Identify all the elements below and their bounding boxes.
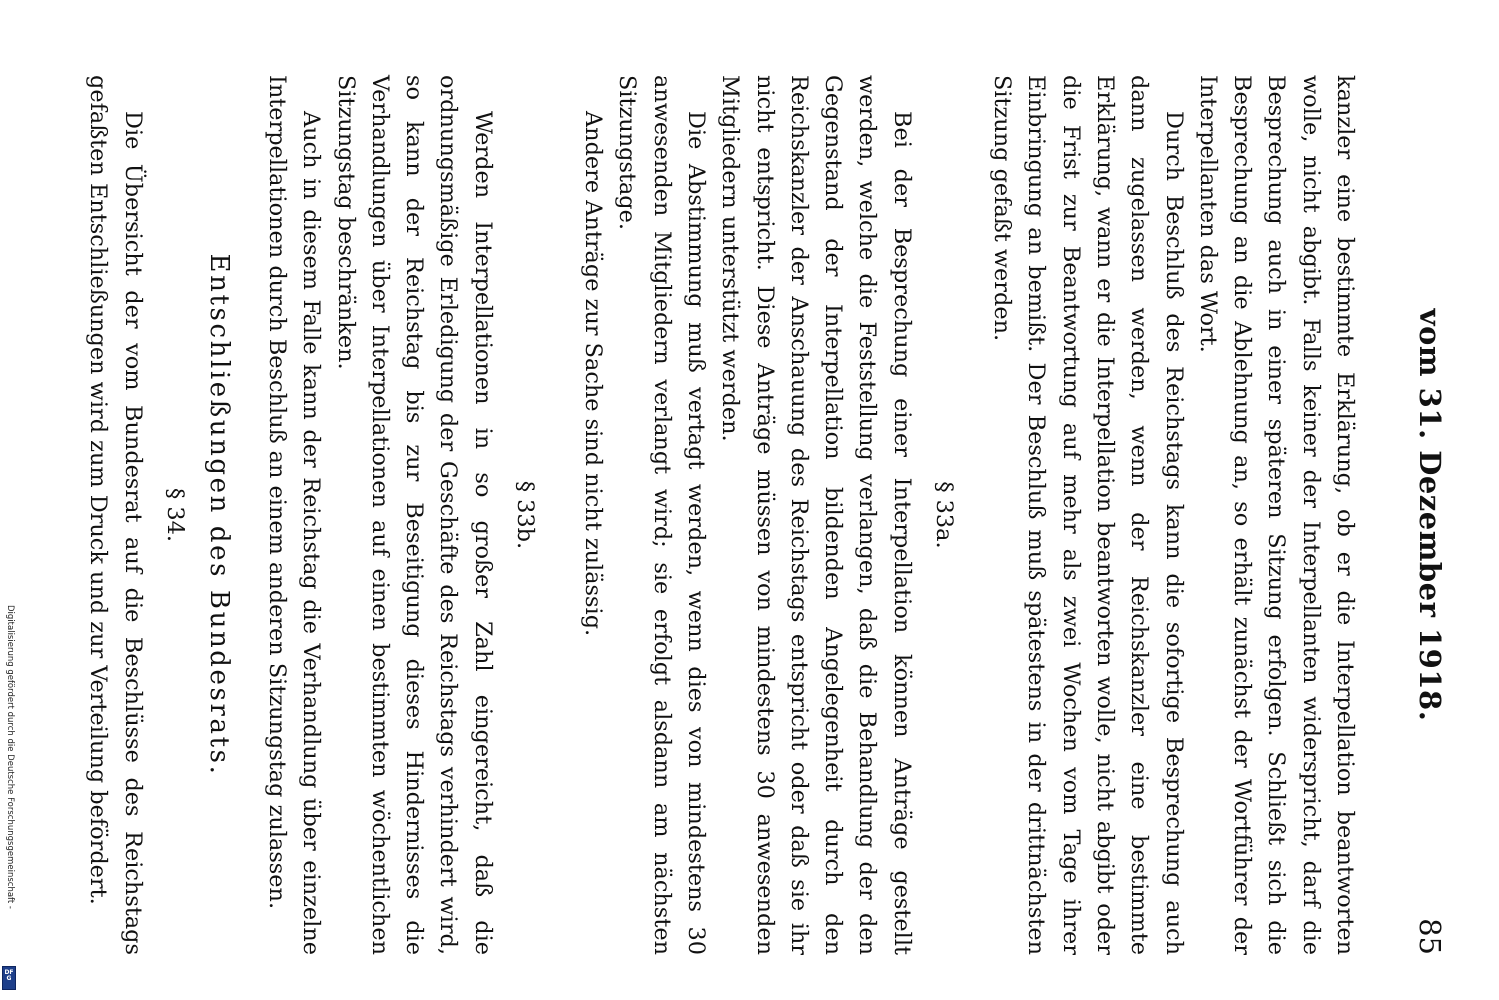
paragraph-continued: kanzler eine bestimmte Erklärung, ob er die Interpellation beantworten wolle, nicht abgibt. Falls keiner der Interpellanten widerspricht, darf die Besprechung auch in einer späteren Sitzung erfolgen. Schließt sich die Besprechung an die Ablehnung an, so erhält zunächst der Wortführer der Interpellanten das Wort. [1194, 75, 1358, 955]
page-title: vom 31. Dezember 1918. [1413, 308, 1447, 722]
digitization-credit: Digitalisierung gefördert durch die Deutsche Forschungsgemeinschaft - [5, 605, 15, 909]
page-header [1397, 75, 1457, 955]
chapter-heading: Entschließungen des Bundesrats. [203, 253, 234, 777]
paragraph-immediate-discussion: Durch Beschluß des Reichstags kann die sofortige Besprechung auch dann zugelassen werden, wenn der Reichskanzler eine bestimmte Erklärung, wann er die Interpellation beantworten wolle, nicht abgibt oder die Frist zur Beantwortung auf mehr als zwei Wochen vom Tage ihrer Einbringung an bemißt. Der Beschluß muß spätestens in der drittnächsten Sitzung gefaßt werden. [989, 75, 1187, 955]
page-number: 85 [1413, 918, 1447, 955]
paragraph-vote-postponed: Die Abstimmung muß vertagt werden, wenn dies von mindestens 30 anwesenden Mitgliedern verlangt wird; sie erfolgt alsdann am nächsten Sitzungstage. [614, 75, 709, 955]
dfg-logo-text: DFG [4, 969, 14, 982]
section-33a-heading: § 33a. [930, 481, 957, 549]
section-34-heading: § 34. [161, 488, 188, 542]
paragraph-other-motions: Andere Anträge zur Sache sind nicht zulässig. [580, 111, 607, 637]
paragraph-motions: Bei der Besprechung einer Interpellation können Anträge gestellt werden, welche die Feststellung verlangen, daß die Behandlung der den Gegenstand der Interpellation bildenden Angelegenheit durch den Reichskanzler der Anschauung des Reichstags entspricht oder daß sie ihr nicht entspricht. Diese Anträge müssen von mindestens 30 anwesenden Mitgliedern unterstützt werden. [717, 75, 915, 955]
rotated-document [85, 75, 1457, 955]
paragraph-other-day: Auch in diesem Falle kann der Reichstag die Verhandlung über einzelne Interpellationen durch Beschluß an einem anderen Sitzungstag zulassen. [263, 75, 325, 955]
paragraph-large-number: Werden Interpellationen in so großer Zahl eingereicht, daß die ordnungsmäßige Erledigung der Geschäfte des Reichstags verhindert wird, so kann der Reichstag bis zur Beseitigung dieses Hindernisses die Verhandlungen über Interpellationen auf einen bestimmten wöchentlichen Sitzungstag beschränken. [332, 75, 496, 955]
section-33b-heading: § 33b. [511, 480, 538, 550]
paragraph-overview: Die Übersicht der vom Bundesrat auf die Beschlüsse des Reichstags gefaßten Entschließungen wird zum Druck und zur Verteilung befördert. [85, 75, 146, 955]
dfg-logo-icon [2, 966, 16, 990]
document-body [81, 75, 1362, 955]
